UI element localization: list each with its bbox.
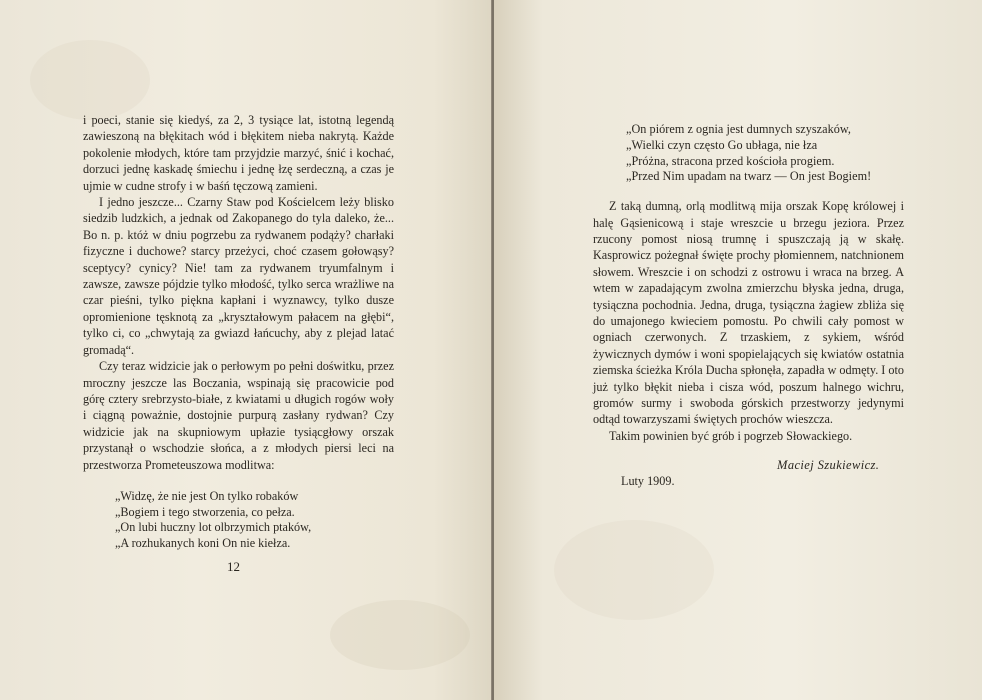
verse-line: „On lubi huczny lot olbrzymich ptaków,	[115, 520, 312, 535]
left-paragraph-3: Czy teraz widzicie jak o perłowym po pełni doświtku, przez mroczny jeszcze las Boczania, wspinają się pracowicie pod górę cztery srebrzysto-białe, z kwiatami u długich rogów woły i ciągną poważnie, dostojnie purpurą zasłany rydwan? Czy widzicie jak na skupniowym upłazie tysiącgłowy orszak przystanął o wschodzie słońca, a z młodych piersi leci na przestworza Prometeuszowa modlitwa:	[83, 359, 394, 472]
page-number: 12	[227, 559, 240, 574]
paper-stain	[554, 520, 714, 620]
left-page-body	[83, 112, 394, 473]
paper-stain	[330, 600, 470, 670]
stanza-gap	[593, 185, 904, 198]
right-page-body	[593, 122, 904, 444]
right-paragraph-1: Z taką dumną, orlą modlitwą mija orszak Kopę królowej i halę Gąsienicową i staje wreszcie u brzegu jeziora. Przez rzucony pomost niosą trumnę i spuszczają ją w skałę. Kasprowicz pożegnał święte prochy płomiennem, natchnionem słowem. Wreszcie i on schodzi z ostrowu i wraca na brzeg. A wtem w zapadającym zwolna zmierzchu błyska jedna, druga, tysiączna pochodnia. Jedna, druga, tysiączna żagiew zbliża się do umajonego kwieciem pomostu. Po chwili cały pomost w ogniach czerwonych. Z trzaskiem, z sykiem, wśród żywicznych dymów i woni spopielających się kwiatów ostatnia ziemska ścieżka Króla Ducha spłonęła, zapadła w odmęty. I oto już tylko błękit nieba i cisza wód, poszum halnego wichru, gromów surmy i swoboda górskich przestworzy jedynymi odtąd towarzyszami świętych prochów wieszcza.	[593, 199, 904, 427]
verse-line: „Bogiem i tego stworzenia, co pełza.	[115, 504, 295, 519]
left-paragraph-2: I jedno jeszcze... Czarny Staw pod Kościelcem leży blisko siedzib ludzkich, a jednak od Zakopanego do tyla daleko, że... Bo n. p. któż w dniu pogrzebu za rydwanem podąży? charłaki fizyczne i duchowe? starcy przeżyci, choć czasem gołowąsy? sceptycy? cynicy? Nie! tam za rydwanem tryumfalnym i zawsze, zawsze pójdzie tylko młodość, tylko serca wrażliwe na czar pieśni, tylko piękna kapłani i wyznawcy, tylko dusze opromienione tęsknotą za „kryształowym pałacem na głębi“, tylko ci, co „chwytają za gwiazd łańcuchy, aby z plejad latać gromadą“.	[83, 195, 394, 357]
left-verse	[115, 489, 355, 552]
verse-line: „A rozhukanych koni On nie kiełza.	[115, 536, 291, 551]
right-verse	[626, 122, 904, 185]
verse-line: „Wielki czyn często Go ubłaga, nie łza	[626, 137, 818, 152]
verse-line: „Próżna, stracona przed kościoła progiem.	[626, 153, 835, 168]
right-paragraph-2: Takim powinien być grób i pogrzeb Słowackiego.	[609, 428, 853, 443]
paper-stain	[30, 40, 150, 120]
verse-line: „On piórem z ognia jest dumnych szyszaków,	[626, 122, 852, 136]
date-line: Luty 1909.	[621, 474, 675, 488]
author-signature: Maciej Szukiewicz.	[777, 458, 880, 472]
verse-line: „Przed Nim upadam na twarz — On jest Bogiem!	[626, 169, 872, 184]
verse-line: „Widzę, że nie jest On tylko robaków	[115, 489, 299, 503]
left-paragraph-1: i poeci, stanie się kiedyś, za 2, 3 tysiące lat, istotną legendą zawieszoną na błękitach wód i błękitem nieba nakrytą. Każde pokolenie młodych, które tam przyjdzie marzyć, śnić i kochać, dorzuci jednę kaskadę śmiechu i jednę łzę serdeczną, a czas je ujmie w cudne strofy i w baśń tęczową zamieni.	[83, 113, 394, 193]
